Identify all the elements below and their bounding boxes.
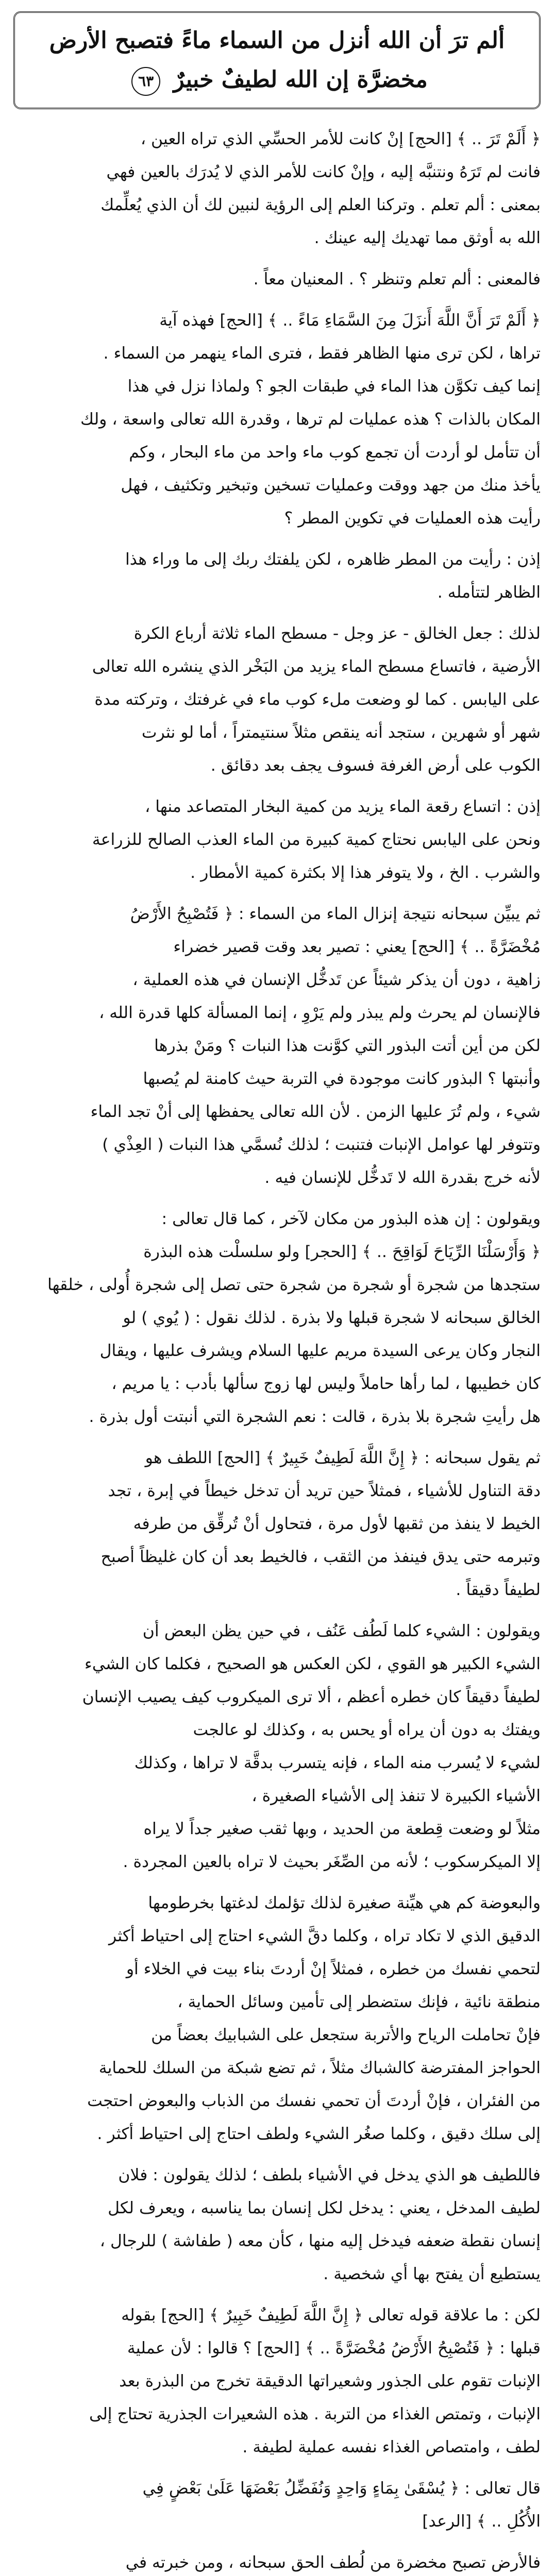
body-paragraph: ثم يقول سبحانه : ﴿ إِنَّ اللَّهَ لَطِيفٌ خَبِيرٌ ﴾ [الحج] اللطف هو دقة التناول للأشياء ، فمثلاً حين تريد أن تدخل خيطاً في إبرة ، تجد الخيط لا ينفذ من ثقبها لأول مرة ، فتحاول أنْ تُرقِّق من طرفه وتبرمه حتى يدق فينفذ من الثقب ، فالخيط بعد أن كان غليظاً أصبح لطيفاً دقيقاً .: [100, 1449, 541, 1599]
body-paragraph: لكن : ما علاقة قوله تعالى ﴿ إِنَّ اللَّهَ لَطِيفٌ خَبِيرٌ ﴾ [الحج] بقوله قبلها : ﴿ فَتُصْبِحُ الأَرْضُ مُخْضَرَّةً .. ﴾ [الحج] ؟ قالوا : لأن عملية الإنبات تقوم على الجذور وشعيراتها الدقيقة تخرج من البذرة بعد الإنبات ، وتمتص الغذاء من التربة . هذه الشعيرات الجذرية تحتاج إلى لطف ، وامتصاص الغذاء نفسه عملية لطيفة .: [89, 2306, 541, 2456]
body-paragraph: ﴿ أَلَمْ تَرَ أَنَّ اللَّهَ أَنزَلَ مِنَ السَّمَاءِ مَاءً .. ﴾ [الحج] فهذه آية تراها ، لكن ترى منها الظاهر فقط ، فترى الماء ينهمر من السماء . إنما كيف تكوَّن هذا الماء في طبقات الجو ؟ ولماذا نزل في هذا المكان بالذات ؟ هذه عمليات لم ترها ، وقدرة الله تعالى واسعة ، ولك أن تتأمل لو أردت أن تجمع كوب ماء واحد من ماء البحار ، وكم يأخذ منك من جهد ووقت وعمليات تسخين وتبخير وتكثيف ، فهل رأيت هذه العمليات في تكوين المطر ؟: [80, 311, 541, 528]
body-paragraph: إذن : اتساع رقعة الماء يزيد من كمية البخار المتصاعد منها ، ونحن على اليابس نحتاج كمية كبيرة من الماء العذب الصالح للزراعة والشرب . الخ ، ولا يتوفر هذا إلا بكثرة كمية الأمطار .: [92, 798, 541, 882]
body-paragraph: والبعوضة كم هي هيِّنة صغيرة لذلك تؤلمك لدغتها بخرطومها الدقيق الذي لا تكاد تراه ، وكلما دقَّ الشيء احتاج إلى احتياط أكثر لتحمي نفسك من خطره ، فمثلاً إنْ أردتَ بناء بيت في الخلاء أو منطقة نائية ، فإنك ستضطر إلى تأمين وسائل الحماية ، فإنْ تحاملت الرياح والأتربة ستجعل على الشبابيك بعضاً من الحواجز المفترضة كالشباك مثلاً ، ثم تضع شبكة من السلك للحماية من الفئران ، فإنْ أردتَ أن تحمي نفسك من الذباب والبعوض احتجت إلى سلك دقيق ، وكلما صغُر الشيء ولطف احتاج إلى احتياط أكثر .: [87, 1894, 541, 2143]
verse-number-badge: ٦٣: [131, 67, 160, 96]
body-paragraph: ويقولون : الشيء كلما لَطُف عَنُف ، في حين يظن البعض أن الشيء الكبير هو القوي ، لكن العكس هو الصحيح ، فكلما كان الشيء لطيفاً دقيقاً كان خطره أعظم ، ألا ترى الميكروب كيف يصيب الإنسان ويفتك به دون أن يراه أو يحس به ، وكذلك لو عالجت لشيء لا يُسرب منه الماء ، فإنه يتسرب بدقَّة لا تراها ، وكذلك الأشياء الكبيرة لا تنفذ إلى الأشياء الصغيرة ، مثلاً لو وضعت قِطعة من الحديد ، وبها ثقب صغير جداً لا يراه إلا الميكرسكوب ؛ لأنه من الصِّغَر بحيث لا تراه بالعين المجردة .: [82, 1622, 541, 1871]
body-paragraph: فاللطيف هو الذي يدخل في الأشياء بلطف ؛ لذلك يقولون : فلان لطيف المدخل ، يعني : يدخل لكل إنسان بما يناسبه ، ويعرف لكل إنسان نقطة ضعفه فيدخل إليه منها ، كأن معه ( طفاشة ) للرجال ، يستطيع أن يفتح بها أي شخصية .: [99, 2166, 541, 2283]
body-paragraph: قال تعالى : ﴿ يُسْقَىٰ بِمَاءٍ وَاحِدٍ وَنُفَضِّلُ بَعْضَهَا عَلَىٰ بَعْضٍ فِي الأُكُلِ .. ﴾ [الرعد]: [142, 2479, 541, 2531]
body-paragraph: فالمعنى : ألم تعلم وتنظر ؟ . المعنيان معاً .: [253, 270, 541, 289]
verse-heading-line-1: ألم ترَ أن الله أنزل من السماء ماءً فتصبح الأرض: [49, 27, 505, 54]
body-paragraph: ويقولون : إن هذه البذور من مكان لآخر ، كما قال تعالى : ﴿ وَأَرْسَلْنَا الرِّيَاحَ لَوَاقِحَ .. ﴾ [الحجر] ولو سلسلْت هذه البذرة ستجدها من شجرة أو شجرة من شجرة حتى تصل إلى شجرة أُولى ، خلقها الخالق سبحانه لا شجرة قبلها ولا بذرة . لذلك نقول : ( يُوي ) لو النجار وكان يرعى السيدة مريم عليها السلام ويشرف عليها ، ويقال كان خطيبها ، لما رأها حاملاً وليس لها زوج سألها بأدب : يا مريم ، هل رأيتِ شجرة بلا بذرة ، قالت : نعم الشجرة التي أنبتت أول بذرة .: [47, 1210, 541, 1426]
body-paragraph: إذن : رأيت من المطر ظاهره ، لكن يلفتك ربك إلى ما وراء هذا الظاهر لتتأمله .: [125, 550, 541, 602]
body-paragraph: فالأرض تصبح مخضرة من لُطف الحق سبحانه ، ومن خبرته في: [125, 2553, 541, 2572]
verse-heading-line-2: [27, 60, 527, 99]
verse-heading-banner: [13, 11, 541, 109]
body-paragraph: ﴿ أَلَمْ تَرَ .. ﴾ [الحج] إنْ كانت للأمر الحسِّي الذي تراه العين ، فانت لم تَرَهُ ونتنبَّه إليه ، وإنْ كانت للأمر الذي لا يُدرَك بالعين فهي بمعنى : ألم تعلم . وتركنا العلم إلى الرؤية لنبين لك أن الذي يُعلِّمك الله به أوثق مما تهديك إليه عينك .: [100, 130, 541, 247]
body-paragraph: ثم يبيِّن سبحانه نتيجة إنزال الماء من السماء : ﴿ فَتُصْبِحُ الأَرْضُ مُخْضَرَّةً .. ﴾ [الحج] يعني : تصير بعد وقت قصير خضراء زاهية ، دون أن يذكر شيئاً عن تَدخُّل الإنسان في هذه العملية ، فالإنسان لم يحرث ولم يبذر ولم يَرْوِ ، إنما المسألة كلها قدرة الله ، لكن من أين أتت البذور التي كوَّنت هذا النبات ؟ ومَنْ بذرها وأنبتها ؟ البذور كانت موجودة في التربة حيث كامنة لم يُصبها شيء ، ولم تُرَ عليها الزمن . لأن الله تعالى يحفظها إلى أنْ تجد الماء وتتوفر لها عوامل الإنبات فتنبت ؛ لذلك نُسمَّي هذا النبات ( العِذْي ) لأنه خرج بقدرة الله لا تَدخُّل للإنسان فيه .: [90, 905, 541, 1187]
body-paragraph: لذلك : جعل الخالق - عز وجل - مسطح الماء ثلاثة أرباع الكرة الأرضية ، فاتساع مسطح الماء يزيد من البَخْر الذي ينشره الله تعالى على اليابس . كما لو وضعت ملء كوب ماء في غرفتك ، وتركته مدة شهر أو شهرين ، ستجد أنه ينقص مثلاً سنتيمتراً ، أما لو نثرت الكوب على أرض الغرفة فسوف يجف بعد دقائق .: [92, 624, 541, 775]
verse-heading-text-2: مخضرَّة إن الله لطيفٌ خبيرٌ: [173, 66, 428, 93]
